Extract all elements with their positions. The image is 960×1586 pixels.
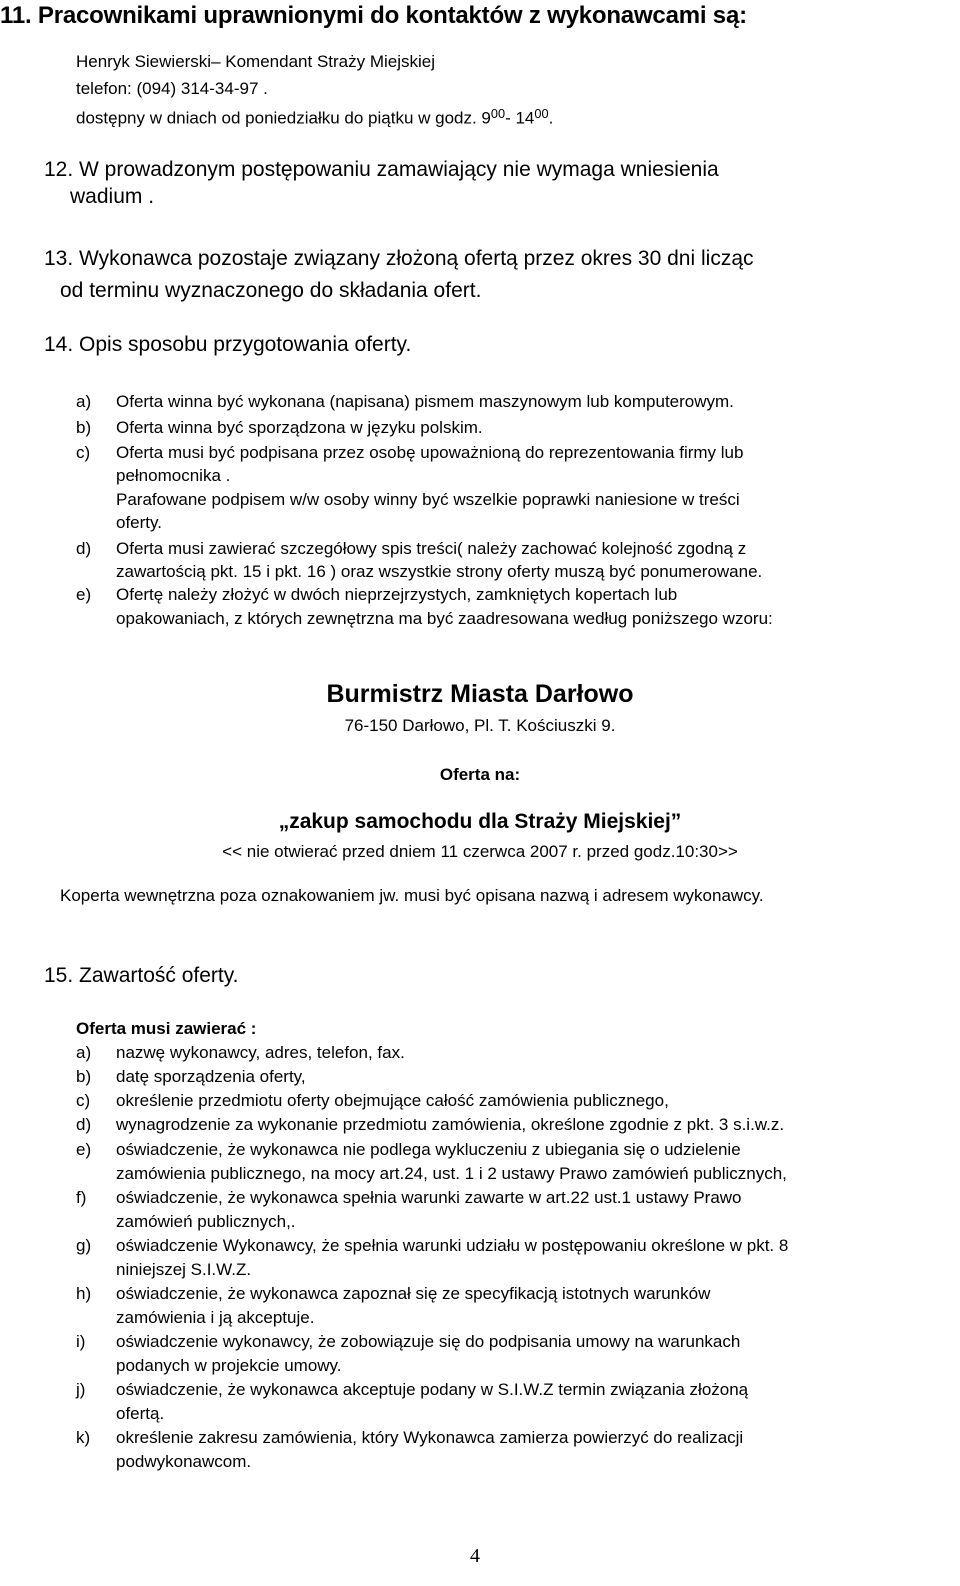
- list-item-c-cont3: oferty.: [116, 513, 162, 532]
- item-text: Oferta winna być wykonana (napisana) pismem maszynowym lub komputerowym.: [116, 392, 734, 411]
- offer-contents-item: [76, 1067, 306, 1087]
- list-item-e: [76, 585, 677, 605]
- offer-contents-item: [76, 1140, 741, 1160]
- list-item-b: [76, 418, 483, 438]
- list-item-c-cont1: pełnomocnika .: [116, 466, 231, 485]
- item-label: a): [76, 1043, 92, 1062]
- offer-contents-intro: Oferta musi zawierać :: [76, 1019, 257, 1038]
- item-label: g): [76, 1236, 92, 1255]
- list-item-c-cont2: Parafowane podpisem w/w osoby winny być wszelkie poprawki naniesione w treści: [116, 490, 740, 509]
- item-label: k): [76, 1428, 91, 1447]
- offer-contents-item: [76, 1284, 710, 1304]
- item-text: Oferta musi być podpisana przez osobę upoważnioną do reprezentowania firmy lub: [116, 443, 744, 462]
- list-item-c: [76, 443, 743, 463]
- item-label: f): [76, 1188, 87, 1207]
- offer-contents-item: [76, 1115, 784, 1135]
- item-text: określenie zakresu zamówienia, który Wykonawca zamierza powierzyć do realizacji: [116, 1428, 744, 1447]
- contact-phone: telefon: (094) 314-34-97 .: [76, 79, 268, 98]
- item-text: określenie przedmiotu oferty obejmujące całość zamówienia publicznego,: [116, 1091, 669, 1110]
- item-label: a): [76, 392, 92, 411]
- envelope-do-not-open: << nie otwierać przed dniem 11 czerwca 2007 r. przed godz.10:30>>: [222, 842, 738, 861]
- section-14-heading: 14. Opis sposobu przygotowania oferty.: [44, 333, 412, 356]
- item-text: oświadczenie, że wykonawca zapoznał się ze specyfikacją istotnych warunków: [116, 1284, 711, 1303]
- item-text: oświadczenie, że wykonawca akceptuje podany w S.I.W.Z termin związania złożoną: [116, 1380, 749, 1399]
- item-label: j): [76, 1380, 86, 1399]
- section-11-heading: 11. Pracownikami uprawnionymi do kontaktów z wykonawcami są:: [0, 2, 747, 29]
- offer-contents-item-cont: zamówienia i ją akceptuje.: [116, 1308, 315, 1327]
- item-text: nazwę wykonawcy, adres, telefon, fax.: [116, 1043, 405, 1062]
- offer-contents-item-cont: ofertą.: [116, 1404, 165, 1423]
- item-text: datę sporządzenia oferty,: [116, 1067, 306, 1086]
- offer-contents-item: [76, 1091, 669, 1111]
- hours-mid: - 14: [505, 108, 535, 128]
- item-label: c): [76, 1091, 91, 1110]
- section-13-line1: 13. Wykonawca pozostaje związany złożoną ofertą przez okres 30 dni licząc: [44, 247, 754, 270]
- offer-contents-item: [76, 1188, 742, 1208]
- item-label: c): [76, 443, 91, 462]
- offer-contents-item-cont: zamówień publicznych,.: [116, 1212, 296, 1231]
- section-13-line2: od terminu wyznaczonego do składania ofert.: [60, 279, 482, 302]
- item-label: b): [76, 1067, 92, 1086]
- list-item-e-cont: opakowaniach, z których zewnętrzna ma być zaadresowana według poniższego wzoru:: [116, 609, 773, 628]
- offer-contents-item-cont: zamówienia publicznego, na mocy art.24, ust. 1 i 2 ustawy Prawo zamówień publicznych,: [116, 1164, 787, 1183]
- item-label: b): [76, 418, 92, 437]
- offer-contents-item: [76, 1380, 748, 1400]
- item-label: e): [76, 585, 92, 604]
- item-text: oświadczenie, że wykonawca spełnia warunki zawarte w art.22 ust.1 ustawy Prawo: [116, 1188, 742, 1207]
- offer-contents-item-cont: podwykonawcom.: [116, 1452, 252, 1471]
- item-text: Oferta musi zawierać szczegółowy spis treści( należy zachować kolejność zgodną z: [116, 539, 747, 558]
- item-label: d): [76, 539, 92, 558]
- envelope-offer-label: Oferta na:: [439, 765, 521, 784]
- contact-person: Henryk Siewierski– Komendant Straży Miejskiej: [76, 52, 436, 71]
- item-text: wynagrodzenie za wykonanie przedmiotu zamówienia, określone zgodnie z pkt. 3 s.i.w.z.: [116, 1115, 785, 1134]
- offer-contents-item: [76, 1043, 405, 1063]
- item-text: oświadczenie Wykonawcy, że spełnia warunki udziału w postępowaniu określone w pkt. 8: [116, 1236, 789, 1255]
- offer-contents-item: [76, 1332, 740, 1352]
- list-item-a: [76, 392, 734, 412]
- item-text: oświadczenie, że wykonawca nie podlega wykluczeniu z ubiegania się o udzielenie: [116, 1140, 741, 1159]
- inner-envelope-note: Koperta wewnętrzna poza oznakowaniem jw. musi być opisana nazwą i adresem wykonawcy.: [60, 886, 764, 905]
- page-number: 4: [470, 1545, 480, 1567]
- hours-text: dostępny w dniach od poniedziałku do piątku w godz. 9: [76, 108, 491, 128]
- offer-contents-item: [76, 1236, 788, 1256]
- section-12-line1: 12. W prowadzonym postępowaniu zamawiający nie wymaga wniesienia: [44, 158, 719, 181]
- section-12-line2: wadium .: [70, 185, 155, 208]
- hours-sup-end: 00: [534, 106, 549, 121]
- contact-hours: [76, 106, 553, 129]
- hours-sup-start: 00: [490, 106, 506, 121]
- envelope-subject: „zakup samochodu dla Straży Miejskiej”: [278, 810, 682, 833]
- section-15-heading: 15. Zawartość oferty.: [44, 964, 239, 987]
- item-text: Ofertę należy złożyć w dwóch nieprzejrzystych, zamkniętych kopertach lub: [116, 585, 678, 604]
- item-label: e): [76, 1140, 92, 1159]
- item-label: h): [76, 1284, 92, 1303]
- envelope-addressee: Burmistrz Miasta Darłowo: [326, 680, 634, 708]
- list-item-d-cont: zawartością pkt. 15 i pkt. 16 ) oraz wszystkie strony oferty muszą być ponumerowane.: [116, 562, 763, 581]
- item-label: d): [76, 1115, 92, 1134]
- list-item-d: [76, 539, 746, 559]
- item-text: oświadczenie wykonawcy, że zobowiązuje się do podpisania umowy na warunkach: [116, 1332, 741, 1351]
- item-text: Oferta winna być sporządzona w języku polskim.: [116, 418, 483, 437]
- offer-contents-item: [76, 1428, 743, 1448]
- offer-contents-item-cont: podanych w projekcie umowy.: [116, 1356, 342, 1375]
- hours-end: .: [548, 108, 554, 128]
- item-label: i): [76, 1332, 86, 1351]
- envelope-address: 76-150 Darłowo, Pl. T. Kościuszki 9.: [344, 716, 616, 735]
- offer-contents-item-cont: niniejszej S.I.W.Z.: [116, 1260, 252, 1279]
